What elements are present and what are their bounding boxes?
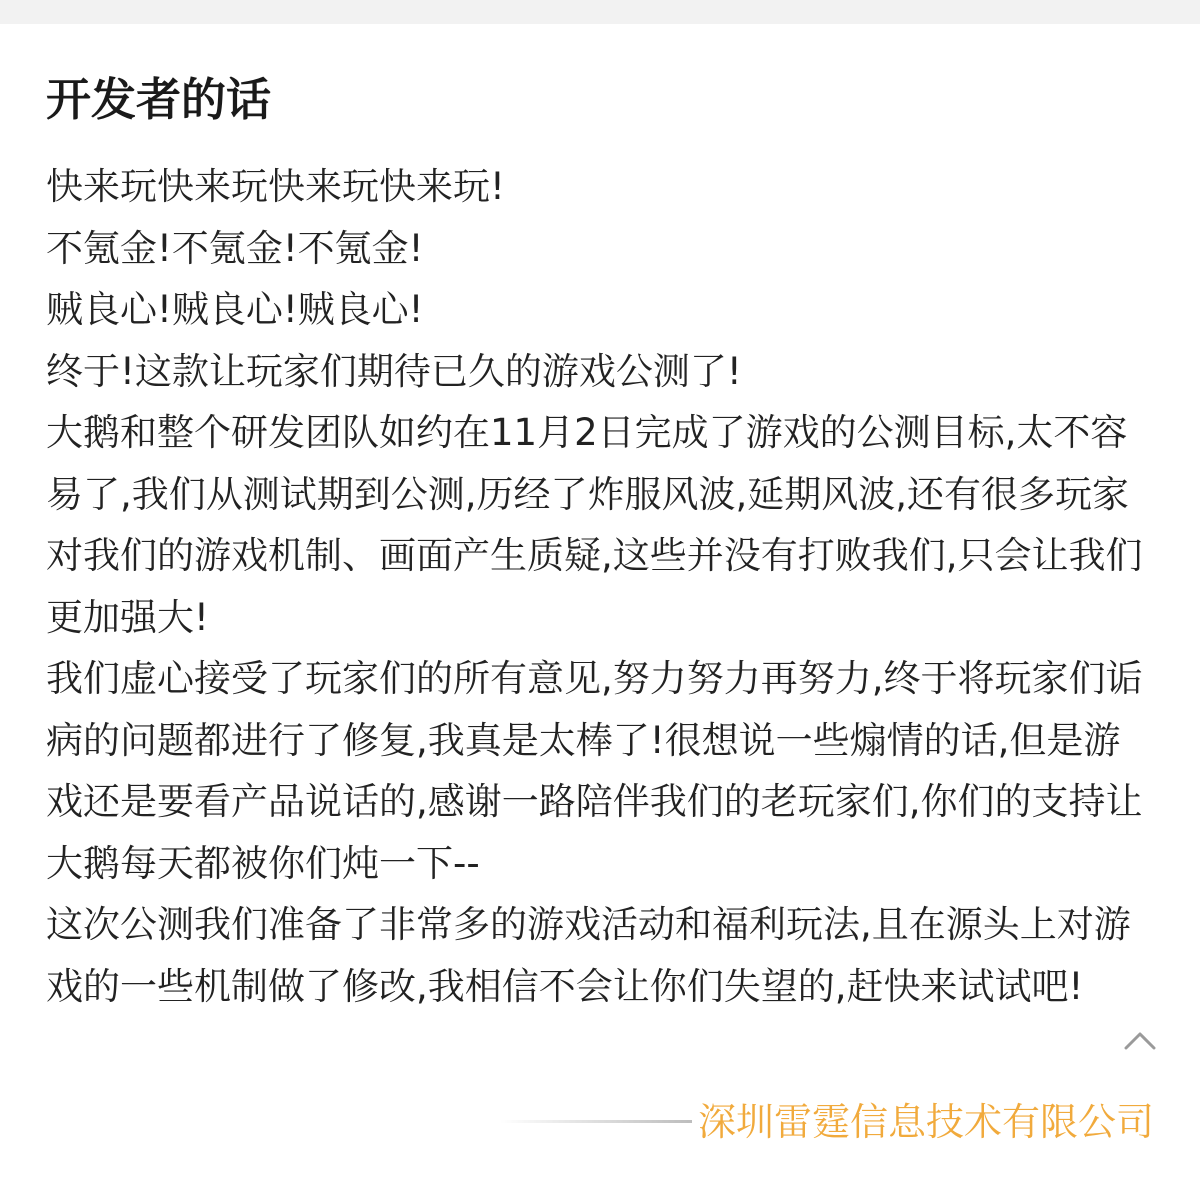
paragraph-6: 我们虚心接受了玩家们的所有意见,努力努力再努力,终于将玩家们诟病的问题都进行了修复,我真是太棒了!很想说一些煽情的话,但是游戏还是要看产品说话的,感谢一路陪伴我们的老玩家们,你们的支持让大鹅每天都被你们炖一下-- — [46, 657, 1143, 885]
paragraph-5: 大鹅和整个研发团队如约在11月2日完成了游戏的公测目标,太不容易了,我们从测试期到公测,历经了炸服风波,延期风波,还有很多玩家对我们的游戏机制、画面产生质疑,这些并没有打败我们,只会让我们更加强大! — [46, 411, 1143, 639]
section-title: 开发者的话 — [46, 73, 272, 126]
chevron-up-icon — [1120, 1024, 1160, 1056]
paragraph-7: 这次公测我们准备了非常多的游戏活动和福利玩法,且在源头上对游戏的一些机制做了修改,我相信不会让你们失望的,赶快来试试吧! — [46, 903, 1131, 1008]
developer-notes-card — [0, 24, 1200, 1178]
paragraph-2: 不氪金!不氪金!不氪金! — [46, 226, 424, 270]
company-name: 深圳雷霆信息技术有限公司 — [697, 1100, 1154, 1144]
top-strip — [0, 0, 1200, 24]
paragraph-1: 快来玩快来玩快来玩快来玩! — [46, 165, 505, 208]
paragraph-3: 贼良心!贼良心!贼良心! — [46, 288, 424, 331]
footer-divider — [500, 1120, 692, 1123]
paragraph-4: 终于!这款让玩家们期待已久的游戏公测了! — [46, 349, 742, 393]
developer-notes-body — [46, 156, 1146, 1017]
collapse-button[interactable] — [1120, 1024, 1160, 1056]
